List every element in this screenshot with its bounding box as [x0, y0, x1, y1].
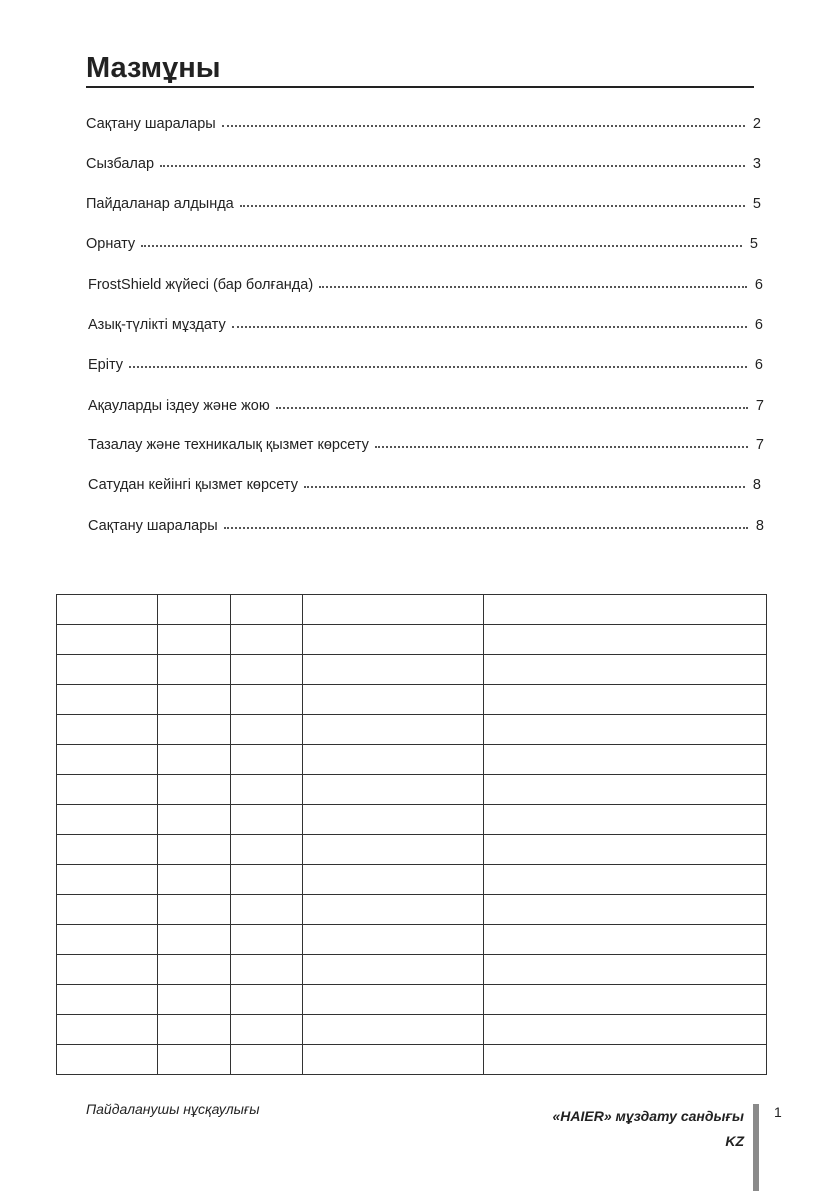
toc-item[interactable] — [88, 315, 763, 335]
table-cell[interactable] — [303, 715, 484, 745]
table-cell[interactable] — [484, 895, 767, 925]
toc-item[interactable] — [88, 516, 764, 536]
table-row — [57, 745, 767, 775]
table-cell[interactable] — [158, 655, 231, 685]
toc-item[interactable] — [86, 154, 761, 174]
toc-leader — [224, 515, 748, 529]
table-cell[interactable] — [158, 865, 231, 895]
table-cell[interactable] — [57, 1015, 158, 1045]
table-cell[interactable] — [158, 985, 231, 1015]
table-cell[interactable] — [484, 835, 767, 865]
toc-item-label: Ақауларды іздеу және жою — [88, 398, 270, 414]
table-cell[interactable] — [484, 715, 767, 745]
table-cell[interactable] — [57, 865, 158, 895]
table-cell[interactable] — [57, 835, 158, 865]
toc-leader — [375, 434, 748, 448]
table-cell[interactable] — [303, 835, 484, 865]
toc-leader — [129, 354, 747, 368]
table-cell[interactable] — [231, 595, 303, 625]
toc-leader — [222, 113, 745, 127]
toc-leader — [304, 474, 745, 488]
footer-side-bar — [753, 1104, 759, 1191]
toc-item-page: 6 — [754, 357, 763, 373]
table-cell[interactable] — [158, 625, 231, 655]
table-cell[interactable] — [231, 745, 303, 775]
table-cell[interactable] — [57, 925, 158, 955]
table-cell[interactable] — [484, 745, 767, 775]
table-row — [57, 775, 767, 805]
toc-item-page: 7 — [755, 437, 764, 453]
table-row — [57, 895, 767, 925]
table-cell[interactable] — [158, 835, 231, 865]
toc-item-page: 8 — [755, 518, 764, 534]
table-cell[interactable] — [484, 655, 767, 685]
toc-item-page: 6 — [754, 277, 763, 293]
table-cell[interactable] — [484, 775, 767, 805]
table-cell[interactable] — [484, 1045, 767, 1075]
toc-item[interactable] — [88, 355, 763, 375]
table-cell[interactable] — [484, 925, 767, 955]
toc-item-label: Азық-түлікті мұздату — [88, 317, 226, 333]
table-cell[interactable] — [484, 985, 767, 1015]
footer-language-code: KZ — [725, 1133, 744, 1149]
page-title: Мазмұны — [86, 50, 754, 88]
blank-table — [56, 594, 767, 1075]
toc-item[interactable] — [88, 435, 764, 455]
table-cell[interactable] — [484, 805, 767, 835]
toc-item-page: 5 — [749, 236, 758, 252]
table-row — [57, 955, 767, 985]
toc-item[interactable] — [88, 275, 763, 295]
table-cell[interactable] — [303, 805, 484, 835]
table-row — [57, 715, 767, 745]
table-cell[interactable] — [158, 775, 231, 805]
table-cell[interactable] — [231, 955, 303, 985]
table-cell[interactable] — [57, 955, 158, 985]
table-cell[interactable] — [303, 595, 484, 625]
table-cell[interactable] — [231, 835, 303, 865]
table-cell[interactable] — [231, 715, 303, 745]
toc-item[interactable] — [86, 114, 761, 134]
toc-item-label: Еріту — [88, 357, 124, 373]
page-number: 1 — [774, 1104, 782, 1120]
table-cell[interactable] — [303, 1045, 484, 1075]
table-cell[interactable] — [303, 685, 484, 715]
table-cell[interactable] — [484, 625, 767, 655]
toc-item-label: Сақтану шаралары — [88, 518, 218, 534]
footer-product-name: «HAIER» мұздату сандығы — [552, 1108, 744, 1124]
toc-item-label: Пайдаланар алдында — [86, 196, 234, 212]
table-cell[interactable] — [231, 925, 303, 955]
table-cell[interactable] — [231, 985, 303, 1015]
table-cell[interactable] — [484, 595, 767, 625]
toc-item-page: 7 — [755, 398, 764, 414]
toc-item-page: 8 — [752, 477, 761, 493]
table-cell[interactable] — [231, 775, 303, 805]
table-cell[interactable] — [231, 895, 303, 925]
table-cell[interactable] — [303, 955, 484, 985]
toc-item[interactable] — [86, 234, 758, 254]
table-row — [57, 1045, 767, 1075]
table-cell[interactable] — [484, 865, 767, 895]
table-cell[interactable] — [158, 955, 231, 985]
toc-leader — [232, 314, 747, 328]
table-row — [57, 835, 767, 865]
table-cell[interactable] — [303, 655, 484, 685]
table-cell[interactable] — [158, 805, 231, 835]
table-row — [57, 655, 767, 685]
table-row — [57, 685, 767, 715]
table-cell[interactable] — [158, 595, 231, 625]
toc-item-page: 6 — [754, 317, 763, 333]
table-cell[interactable] — [57, 775, 158, 805]
toc-item[interactable] — [88, 396, 764, 416]
table-cell[interactable] — [231, 685, 303, 715]
table-cell[interactable] — [484, 1015, 767, 1045]
table-cell[interactable] — [57, 1045, 158, 1075]
table-cell[interactable] — [158, 925, 231, 955]
table-row — [57, 925, 767, 955]
table-cell[interactable] — [303, 775, 484, 805]
toc-item-label: Тазалау және техникалық қызмет көрсету — [88, 437, 369, 453]
table-row — [57, 985, 767, 1015]
toc-item[interactable] — [88, 475, 761, 495]
toc-item-label: Сақтану шаралары — [86, 116, 216, 132]
table-cell[interactable] — [231, 805, 303, 835]
table-cell[interactable] — [57, 685, 158, 715]
table-row — [57, 805, 767, 835]
table-cell[interactable] — [231, 655, 303, 685]
table-cell[interactable] — [158, 685, 231, 715]
toc-item-label: Сызбалар — [86, 156, 155, 172]
table-cell[interactable] — [303, 1015, 484, 1045]
table-cell[interactable] — [303, 625, 484, 655]
toc-item-label: FrostShield жүйесі (бар болғанда) — [88, 277, 314, 293]
toc-leader — [141, 233, 742, 247]
toc-item-page: 5 — [752, 196, 761, 212]
table-cell[interactable] — [303, 895, 484, 925]
table-cell[interactable] — [158, 715, 231, 745]
table-cell[interactable] — [158, 745, 231, 775]
table-row — [57, 625, 767, 655]
table-cell[interactable] — [158, 1015, 231, 1045]
table-cell[interactable] — [158, 1045, 231, 1075]
toc-leader — [160, 153, 745, 167]
toc-item-label: Орнату — [86, 236, 136, 252]
table-cell[interactable] — [57, 625, 158, 655]
table-cell[interactable] — [57, 715, 158, 745]
table-cell[interactable] — [57, 595, 158, 625]
table-cell[interactable] — [57, 805, 158, 835]
footer-product — [552, 1104, 744, 1154]
table-cell[interactable] — [57, 655, 158, 685]
table-cell[interactable] — [303, 745, 484, 775]
table-cell[interactable] — [484, 955, 767, 985]
table-cell[interactable] — [231, 865, 303, 895]
table-cell[interactable] — [231, 625, 303, 655]
toc-item[interactable] — [86, 194, 761, 214]
table-cell[interactable] — [303, 985, 484, 1015]
table-cell[interactable] — [484, 685, 767, 715]
table-row — [57, 865, 767, 895]
toc-item-page: 2 — [752, 116, 761, 132]
table-cell[interactable] — [57, 745, 158, 775]
table-cell[interactable] — [57, 985, 158, 1015]
table-cell[interactable] — [231, 1045, 303, 1075]
table-cell[interactable] — [57, 895, 158, 925]
table-of-contents — [0, 0, 839, 560]
toc-item-page: 3 — [752, 156, 761, 172]
toc-leader — [276, 395, 748, 409]
table-cell[interactable] — [231, 1015, 303, 1045]
table-cell[interactable] — [158, 895, 231, 925]
table-row — [57, 1015, 767, 1045]
blank-table-body — [57, 595, 767, 1075]
toc-item-label: Сатудан кейінгі қызмет көрсету — [88, 477, 298, 493]
toc-leader — [319, 274, 747, 288]
footer-manual-title: Пайдаланушы нұсқаулығы — [86, 1101, 260, 1117]
table-row — [57, 595, 767, 625]
table-cell[interactable] — [303, 865, 484, 895]
toc-leader — [240, 193, 745, 207]
table-cell[interactable] — [303, 925, 484, 955]
